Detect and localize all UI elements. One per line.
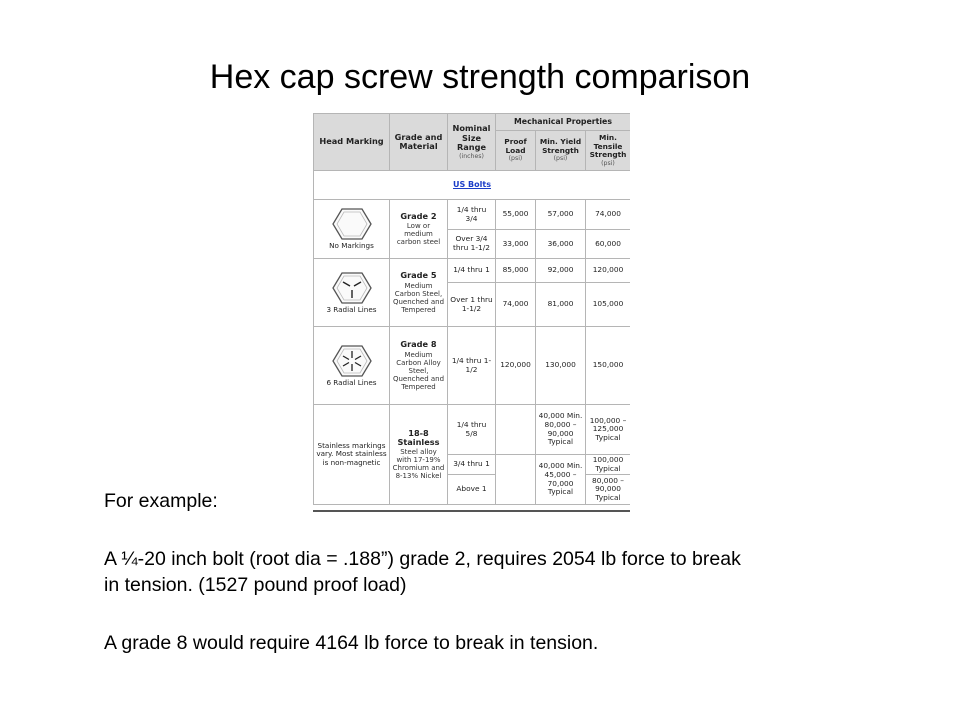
stainless-tensile-2: 100,000 Typical [586, 455, 631, 475]
grade5-tensile-1: 120,000 [586, 259, 631, 283]
stainless-head-marking: Stainless markings vary. Most stainless is non-magnetic [314, 405, 390, 505]
grade8-material [390, 327, 448, 405]
header-proof-load [496, 131, 536, 171]
header-head-marking: Head Marking [314, 114, 390, 171]
grade2-yield-1: 57,000 [536, 200, 586, 230]
grade8-desc: Medium Carbon Alloy Steel, Quenched and Tempered [392, 350, 445, 391]
header-proof-psi: (psi) [508, 155, 523, 163]
example-line-2: in tension. (1527 pound proof load) [104, 574, 407, 596]
example-line-1: A ¼-20 inch bolt (root dia = .188”) grade 2, requires 2054 lb force to break [104, 548, 741, 570]
grade8-head-marking [314, 327, 390, 405]
slide-title: Hex cap screw strength comparison [209, 58, 751, 96]
grade8-tensile-1: 150,000 [586, 327, 631, 405]
grade8-size-1: 1/4 thru 1-1/2 [448, 327, 496, 405]
header-yield-strength [536, 131, 586, 171]
hex-head-plain-icon [332, 207, 372, 241]
header-grade-material: Grade and Material [390, 114, 448, 171]
stainless-material [390, 405, 448, 505]
grade5-tensile-2: 105,000 [586, 283, 631, 327]
header-yield-psi: (psi) [553, 155, 568, 163]
header-yield-label: Min. Yield Strength [539, 137, 582, 155]
grade2-name: Grade 2 [400, 210, 437, 221]
grade5-proof-2: 74,000 [496, 283, 536, 327]
stainless-yield-2: 40,000 Min. 45,000 – 70,000 Typical [536, 455, 586, 505]
grade5-marking-label: 3 Radial Lines [326, 304, 377, 314]
grade2-head-marking [314, 200, 390, 259]
grade2-proof-2: 33,000 [496, 230, 536, 259]
grade5-size-1: 1/4 thru 1 [448, 259, 496, 283]
grade5-size-2: Over 1 thru 1-1/2 [448, 283, 496, 327]
header-proof-load-label: Proof Load [504, 137, 527, 155]
grade2-tensile-1: 74,000 [586, 200, 631, 230]
bolt-spec-table-image [313, 113, 630, 512]
hex-head-6-lines-icon [332, 344, 372, 378]
grade8-proof-1: 120,000 [496, 327, 536, 405]
grade8-marking-label: 6 Radial Lines [326, 377, 377, 387]
header-tensile-label: Min. Tensile Strength [589, 133, 627, 160]
grade5-yield-1: 92,000 [536, 259, 586, 283]
header-size-range-label: Nominal Size Range [452, 123, 491, 153]
header-tensile-strength [586, 131, 631, 171]
bolt-spec-table [313, 113, 630, 505]
grade2-tensile-2: 60,000 [586, 230, 631, 259]
grade2-size-2: Over 3/4 thru 1-1/2 [448, 230, 496, 259]
stainless-proof-2 [496, 455, 536, 505]
stainless-yield-1: 40,000 Min. 80,000 – 90,000 Typical [536, 405, 586, 455]
grade2-desc: Low or medium carbon steel [396, 222, 441, 247]
stainless-tensile-3: 80,000 – 90,000 Typical [586, 475, 631, 505]
example-intro: For example: [104, 490, 218, 512]
grade5-proof-1: 85,000 [496, 259, 536, 283]
stainless-proof-1 [496, 405, 536, 455]
header-mechanical-properties: Mechanical Properties [496, 114, 631, 131]
grade5-desc: Medium Carbon Steel, Quenched and Tempered [392, 281, 445, 314]
grade2-size-1: 1/4 thru 3/4 [448, 200, 496, 230]
header-size-range [448, 114, 496, 171]
hex-head-3-lines-icon [332, 271, 372, 305]
stainless-desc: Steel alloy with 17-19% Chromium and 8-13% Nickel [392, 448, 445, 481]
grade8-yield-1: 130,000 [536, 327, 586, 405]
header-size-units: (inches) [459, 152, 484, 160]
grade5-yield-2: 81,000 [536, 283, 586, 327]
example-grade8: A grade 8 would require 4164 lb force to break in tension. [104, 632, 599, 654]
stainless-tensile-1: 100,000 – 125,000 Typical [586, 405, 631, 455]
grade8-name: Grade 8 [400, 339, 437, 350]
grade5-head-marking [314, 259, 390, 327]
grade5-material [390, 259, 448, 327]
grade2-yield-2: 36,000 [536, 230, 586, 259]
stainless-size-1: 1/4 thru 5/8 [448, 405, 496, 455]
grade5-name: Grade 5 [400, 270, 437, 281]
header-tensile-psi: (psi) [601, 159, 615, 167]
grade2-material [390, 200, 448, 259]
stainless-name: 18-8 Stainless [397, 427, 440, 447]
us-bolts-link[interactable]: US Bolts [453, 180, 491, 190]
stainless-size-2: 3/4 thru 1 [448, 455, 496, 475]
grade2-proof-1: 55,000 [496, 200, 536, 230]
stainless-size-3: Above 1 [448, 475, 496, 505]
section-us-bolts [314, 171, 631, 200]
grade2-marking-label: No Markings [329, 241, 374, 251]
